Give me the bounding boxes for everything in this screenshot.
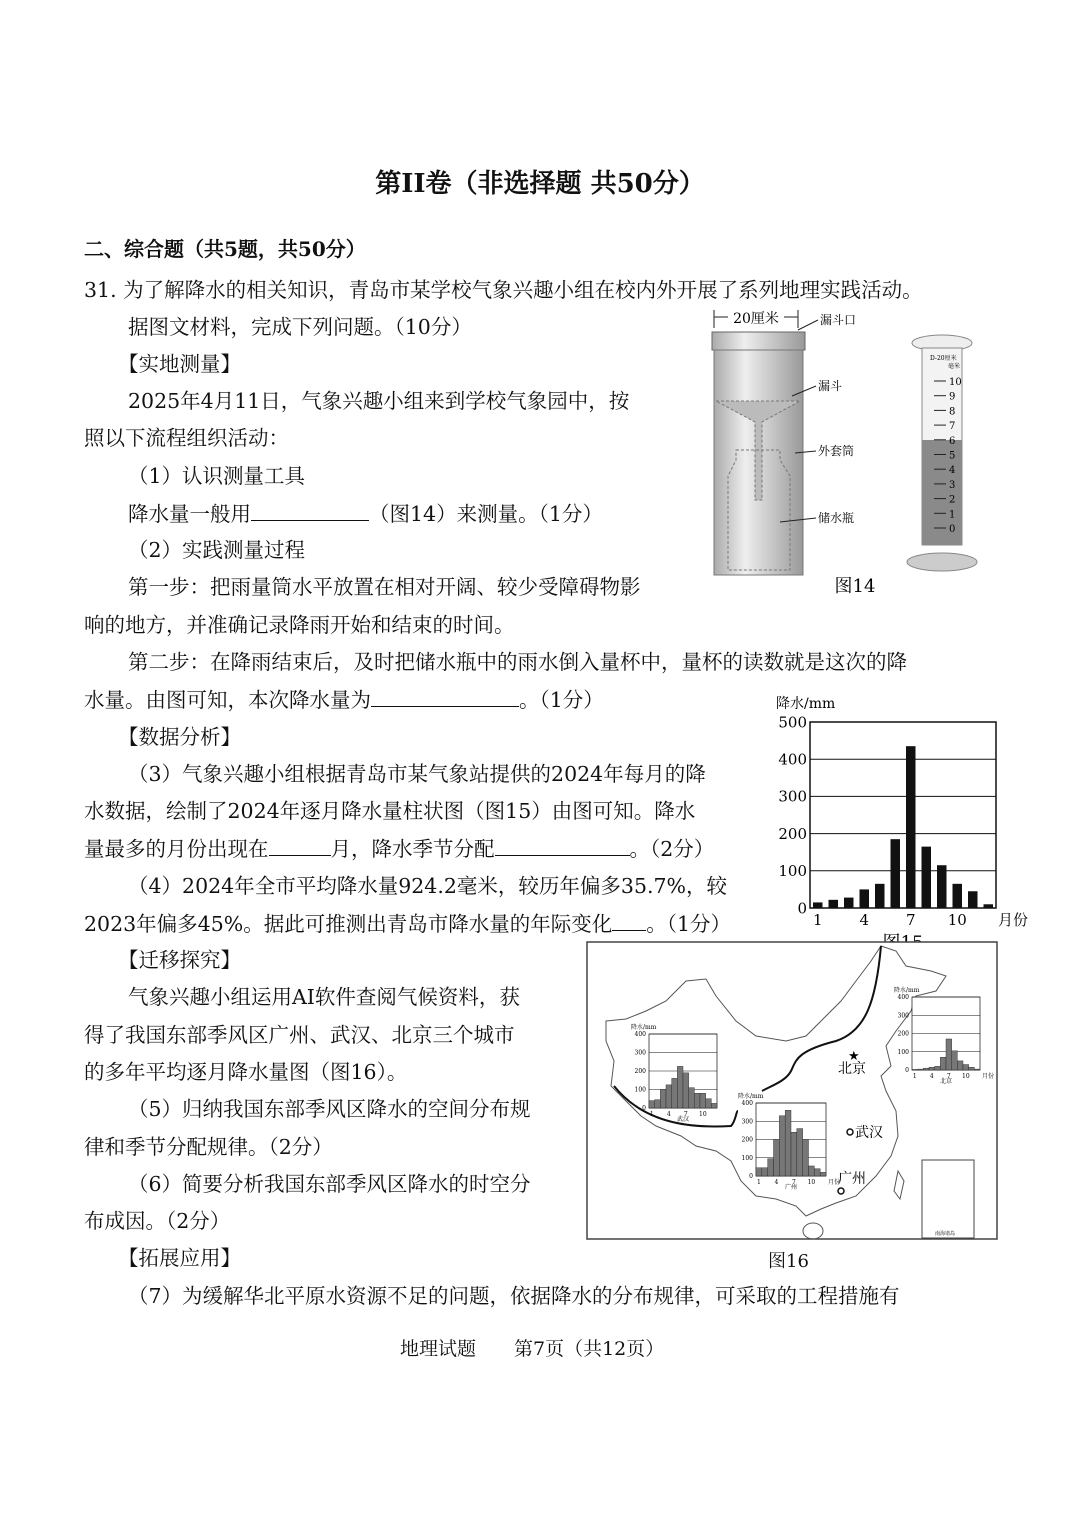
figure-14-rain-gauge bbox=[700, 300, 1000, 600]
sub-question-3: （3）气象兴趣小组根据青岛市某气象站提供的2024年每月的降 bbox=[128, 762, 706, 786]
chart-title: 武汉 bbox=[676, 1116, 690, 1124]
x-tick-label: 10 bbox=[947, 911, 967, 929]
bar-month-6 bbox=[785, 1110, 791, 1176]
scale-label: 5 bbox=[949, 450, 956, 462]
text-line: 2025年4月11日，气象兴趣小组来到学校气象园中，按 bbox=[128, 389, 630, 413]
scale-label: 2 bbox=[949, 494, 956, 506]
bar-month-4 bbox=[666, 1085, 672, 1108]
bar-month-3 bbox=[844, 898, 854, 908]
text: 2023年偏多45%。据此可推测出青岛市降水量的年际变化 bbox=[84, 912, 613, 936]
question-instruction: 据图文材料，完成下列问题。（10分） bbox=[128, 315, 472, 339]
figure-16-map bbox=[586, 941, 998, 1241]
scale-label: 1 bbox=[949, 509, 956, 521]
text-line bbox=[84, 686, 604, 713]
bar-month-10 bbox=[963, 1065, 969, 1070]
bar-month-9 bbox=[937, 865, 947, 908]
x-axis-label: 月份 bbox=[828, 1179, 841, 1186]
water-level bbox=[922, 440, 962, 545]
y-tick-label: 300 bbox=[741, 1118, 753, 1126]
y-tick-label: 200 bbox=[778, 824, 807, 843]
sub-question-2: （2）实践测量过程 bbox=[128, 538, 306, 562]
bar-month-1 bbox=[649, 1101, 655, 1108]
bar-month-3 bbox=[660, 1090, 666, 1109]
city-beijing: 北京 bbox=[838, 1061, 866, 1077]
figure-15-chart bbox=[770, 690, 1029, 930]
x-tick-label: 7 bbox=[905, 911, 916, 929]
text-line: 得了我国东部季风区广州、武汉、北京三个城市 bbox=[84, 1023, 515, 1047]
bar-month-6 bbox=[891, 839, 901, 908]
sub-question-1-body bbox=[128, 500, 603, 527]
bar-month-12 bbox=[974, 1069, 980, 1070]
width-label: 20厘米 bbox=[733, 311, 779, 327]
y-axis-label: 降水/mm bbox=[776, 696, 836, 712]
figure-14-caption: 图14 bbox=[834, 576, 876, 597]
chart-title: 广州 bbox=[784, 1184, 798, 1192]
answer-blank[interactable] bbox=[612, 910, 646, 931]
answer-blank[interactable] bbox=[371, 686, 519, 707]
y-tick-label: 0 bbox=[905, 1067, 909, 1075]
chart-frame bbox=[810, 722, 996, 908]
bar-month-8 bbox=[922, 847, 932, 908]
label-funnel: 漏斗 bbox=[818, 379, 843, 393]
text: 量最多的月份出现在 bbox=[84, 837, 269, 861]
south-china-sea-label: 南海诸岛 bbox=[935, 1231, 956, 1237]
bar-month-12 bbox=[711, 1103, 717, 1108]
city-guangzhou: 广州 bbox=[838, 1171, 866, 1187]
x-tick-label: 4 bbox=[666, 1111, 671, 1118]
y-tick-label: 0 bbox=[749, 1173, 753, 1181]
bar-month-5 bbox=[779, 1116, 785, 1176]
bar-month-5 bbox=[935, 1066, 941, 1070]
funnel-rim bbox=[712, 332, 805, 350]
label-outer-cylinder: 外套筒 bbox=[818, 444, 855, 458]
answer-blank[interactable] bbox=[251, 500, 369, 521]
text-line: 第一步：把雨量筒水平放置在相对开阔、较少受障碍物影 bbox=[128, 575, 641, 599]
text-line: 水数据，绘制了2024年逐月降水量柱状图（图15）由图可知。降水 bbox=[84, 799, 696, 823]
y-tick-label: 100 bbox=[634, 1086, 646, 1094]
figure-16-caption: 图16 bbox=[768, 1251, 809, 1272]
text-line: 气象兴趣小组运用AI软件查阅气候资料，获 bbox=[128, 985, 520, 1009]
bar-month-5 bbox=[875, 884, 885, 908]
text-line bbox=[84, 835, 714, 862]
paper-title: 第II卷（非选择题 共50分） bbox=[375, 169, 705, 199]
text: 水量。由图可知，本次降水量为 bbox=[84, 688, 371, 712]
bar-month-4 bbox=[929, 1067, 935, 1070]
sub-question-7: （7）为缓解华北平原水资源不足的问题，依据降水的分布规律，可采取的工程措施有 bbox=[128, 1284, 900, 1308]
y-axis-label: 降水/mm bbox=[738, 1093, 764, 1100]
bar-month-10 bbox=[953, 884, 963, 908]
scale-label: 9 bbox=[949, 391, 956, 403]
bar-month-12 bbox=[984, 904, 994, 908]
y-tick-label: 100 bbox=[778, 862, 807, 881]
bar-month-4 bbox=[860, 889, 870, 908]
bar-month-10 bbox=[700, 1093, 706, 1108]
subheading-data: 【数据分析】 bbox=[118, 725, 241, 749]
y-tick-label: 100 bbox=[741, 1154, 753, 1162]
y-tick-label: 300 bbox=[897, 1012, 909, 1020]
y-tick-label: 100 bbox=[897, 1048, 909, 1056]
bar-month-7 bbox=[946, 1039, 952, 1070]
text-line bbox=[84, 910, 731, 937]
text: 月，降水季节分配 bbox=[330, 837, 495, 861]
text-line: 律和季节分配规律。（2分） bbox=[84, 1135, 333, 1159]
bar-month-1 bbox=[813, 902, 823, 908]
bar-month-7 bbox=[791, 1132, 797, 1176]
text: 。（1分） bbox=[646, 912, 732, 936]
sub-question-1: （1）认识测量工具 bbox=[128, 464, 306, 488]
question-31-stem: 31. 为了解降水的相关知识，青岛市某学校气象兴趣小组在校内外开展了系列地理实践活动。 bbox=[84, 278, 923, 302]
x-tick-label: 1 bbox=[812, 911, 823, 929]
bar-month-11 bbox=[706, 1099, 712, 1108]
cylinder-unit: 毫米 bbox=[948, 363, 961, 370]
bar-month-4 bbox=[774, 1140, 780, 1177]
bar-month-2 bbox=[762, 1168, 768, 1176]
bar-month-1 bbox=[756, 1168, 762, 1176]
scale-label: 6 bbox=[949, 435, 956, 447]
bar-month-8 bbox=[797, 1129, 803, 1176]
text: 。（2分） bbox=[629, 837, 715, 861]
x-tick-label: 1 bbox=[757, 1179, 761, 1186]
y-tick-label: 200 bbox=[897, 1030, 909, 1038]
y-tick-label: 300 bbox=[778, 787, 807, 806]
measuring-cylinder bbox=[907, 335, 977, 571]
bar-month-2 bbox=[829, 900, 839, 908]
cylinder-label: D-20厘米 bbox=[930, 355, 957, 362]
x-tick-label: 7 bbox=[792, 1179, 796, 1186]
y-tick-label: 500 bbox=[778, 713, 807, 732]
scale-label: 4 bbox=[949, 465, 956, 477]
bar-month-6 bbox=[940, 1057, 946, 1070]
x-tick-label: 1 bbox=[649, 1111, 654, 1118]
x-tick-label: 10 bbox=[807, 1179, 816, 1186]
y-tick-label: 400 bbox=[778, 750, 807, 769]
scale-label: 0 bbox=[949, 524, 956, 535]
subheading-field: 【实地测量】 bbox=[118, 352, 241, 376]
scale-label: 7 bbox=[949, 421, 956, 433]
y-tick-label: 200 bbox=[741, 1136, 753, 1144]
subheading-transfer: 【迁移探究】 bbox=[118, 948, 241, 972]
y-tick-label: 400 bbox=[897, 994, 909, 1002]
section-heading: 二、综合题（共5题，共50分） bbox=[84, 237, 366, 261]
answer-blank[interactable] bbox=[269, 835, 331, 856]
sub-question-5: （5）归纳我国东部季风区降水的空间分布规 bbox=[128, 1097, 531, 1121]
bar-month-11 bbox=[969, 1067, 975, 1070]
x-axis-label: 月份 bbox=[998, 911, 1029, 929]
bar-month-1 bbox=[912, 1069, 918, 1070]
page-footer: 地理试题 第7页（共12页） bbox=[400, 1338, 665, 1360]
x-tick-label: 7 bbox=[946, 1073, 951, 1080]
bar-month-8 bbox=[952, 1051, 958, 1070]
bar-month-7 bbox=[683, 1073, 689, 1108]
chart-title: 北京 bbox=[939, 1078, 953, 1086]
bar-month-8 bbox=[689, 1088, 695, 1108]
x-axis-label: 月份 bbox=[982, 1073, 995, 1080]
bar-month-11 bbox=[814, 1169, 820, 1176]
bar-month-3 bbox=[768, 1159, 774, 1176]
text: 。（1分） bbox=[519, 688, 604, 712]
beijing-star-icon: ★ bbox=[848, 1049, 860, 1064]
bar-month-5 bbox=[672, 1078, 678, 1108]
x-tick-label: 10 bbox=[699, 1111, 707, 1118]
text-line: 第二步：在降雨结束后，及时把储水瓶中的雨水倒入量杯中，量杯的读数就是这次的降 bbox=[128, 650, 907, 674]
bar-month-11 bbox=[968, 891, 978, 908]
text-line: 响的地方，并准确记录降雨开始和结束的时间。 bbox=[84, 613, 515, 637]
y-tick-label: 400 bbox=[741, 1100, 753, 1108]
x-tick-label: 4 bbox=[929, 1073, 934, 1080]
x-tick-label: 4 bbox=[859, 911, 870, 929]
bar-month-10 bbox=[809, 1166, 815, 1176]
sub-question-6: （6）简要分析我国东部季风区降水的时空分 bbox=[128, 1172, 531, 1196]
text: 降水量一般用 bbox=[128, 502, 251, 526]
y-tick-label: 0 bbox=[642, 1105, 646, 1113]
bar-month-9 bbox=[803, 1140, 809, 1177]
scale-label: 3 bbox=[949, 479, 956, 491]
label-funnel-mouth: 漏斗口 bbox=[820, 313, 857, 327]
subheading-application: 【拓展应用】 bbox=[118, 1246, 241, 1270]
bar-month-9 bbox=[694, 1093, 700, 1108]
y-tick-label: 200 bbox=[634, 1068, 646, 1076]
city-wuhan: 武汉 bbox=[855, 1125, 883, 1141]
text-line: 的多年平均逐月降水量图（图16）。 bbox=[84, 1060, 408, 1084]
x-tick-label: 10 bbox=[962, 1073, 970, 1080]
bar-month-3 bbox=[923, 1068, 929, 1070]
answer-blank[interactable] bbox=[495, 835, 630, 856]
bar-month-2 bbox=[918, 1069, 924, 1070]
sub-question-4: （4）2024年全市平均降水量924.2毫米，较历年偏多35.7%，较 bbox=[128, 874, 728, 898]
text-line: 布成因。（2分） bbox=[84, 1209, 231, 1233]
text: （图14）来测量。（1分） bbox=[369, 502, 603, 526]
bar-month-12 bbox=[820, 1172, 826, 1176]
y-tick-label: 300 bbox=[634, 1049, 646, 1057]
y-tick-label: 0 bbox=[797, 899, 807, 918]
y-tick-label: 400 bbox=[634, 1031, 646, 1039]
bar-month-6 bbox=[677, 1066, 683, 1108]
bar-month-7 bbox=[906, 746, 916, 908]
x-tick-label: 1 bbox=[912, 1073, 917, 1080]
text-line: 照以下流程组织活动： bbox=[84, 426, 289, 450]
y-axis-label: 降水/mm bbox=[894, 987, 920, 994]
scale-label: 10 bbox=[949, 377, 962, 388]
scale-label: 8 bbox=[949, 406, 956, 418]
x-tick-label: 4 bbox=[774, 1179, 779, 1186]
bar-month-9 bbox=[957, 1061, 963, 1070]
label-storage-bottle: 储水瓶 bbox=[818, 511, 855, 525]
south-china-sea-inset bbox=[922, 1160, 974, 1238]
y-axis-label: 降水/mm bbox=[631, 1024, 657, 1031]
x-tick-label: 7 bbox=[683, 1111, 688, 1118]
bar-month-2 bbox=[655, 1100, 661, 1108]
